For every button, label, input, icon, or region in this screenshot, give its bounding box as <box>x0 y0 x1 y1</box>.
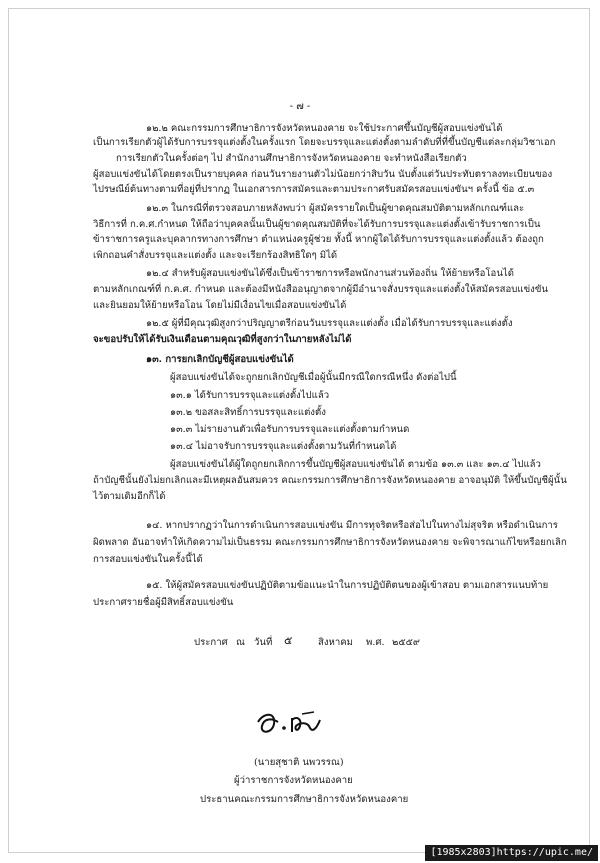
paragraph-line: ถ้าบัญชีนั้นยังไม่ยกเลิกและมีเหตุผลอันสมควร คณะกรรมการศึกษาธิการจังหวัดหนองคาย อาจอนุมัติ ให้ขึ้นบัญชีผู้นั้น <box>93 475 567 486</box>
announce-at: ณ <box>236 637 245 648</box>
paragraph-line: ๑๒.๒ คณะกรรมการศึกษาธิการจังหวัดหนองคาย จะใช้ประกาศขึ้นบัญชีผู้สอบแข่งขันได้ <box>146 123 503 134</box>
paragraph-line: ๑๒.๔ สำหรับผู้สอบแข่งขันได้ซึ่งเป็นข้าราชการหรือพนักงานส่วนท้องถิ่น ให้ย้ายหรือโอนได้ <box>146 268 514 279</box>
handwritten-signature <box>254 708 326 738</box>
paragraph-line: ข้าราชการครูและบุคลากรทางการศึกษา ตำแหน่งครูผู้ช่วย ทั้งนี้ หากผู้ใดได้รับการบรรจุและแต่งตั้งแล้ว ต้องถูก <box>93 234 544 245</box>
paragraph-line: ประกาศรายชื่อผู้มีสิทธิ์สอบแข่งขัน <box>93 597 234 608</box>
paragraph-line: ผิดพลาด อันอาจทำให้เกิดความไม่เป็นธรรม คณะกรรมการศึกษาธิการจังหวัดหนองคาย จะพิจารณาแก้ไขหรือยกเลิก <box>93 537 567 548</box>
signatory-committee-title: ประธานคณะกรรมการศึกษาธิการจังหวัดหนองคาย <box>200 794 409 805</box>
paragraph-line: ผู้สอบแข่งขันได้โดยตรงเป็นรายบุคคล ก่อนวันรายงานตัวไม่น้อยกว่าสิบวัน นับตั้งแต่วันประทับตราลงทะเบียนของ <box>93 169 553 180</box>
paragraph-line: ไปรษณีย์ต้นทางตามที่อยู่ที่ปรากฏ ในเอกสารการสมัครและตามประกาศรับสมัครสอบแข่งขันฯ ครั้งนี้ ข้อ ๕.๓ <box>93 184 535 195</box>
announce-day: ๕ <box>284 634 293 647</box>
paragraph-line: เพิกถอนคำสั่งบรรจุและแต่งตั้ง และจะเรียกร้องสิทธิใดๆ มิได้ <box>93 250 338 261</box>
announce-year-label: พ.ศ. <box>366 637 385 648</box>
paragraph-line-bold: จะขอปรับให้ได้รับเงินเดือนตามคุณวุฒิที่สูงกว่าในภายหลังไม่ได้ <box>93 334 352 345</box>
list-item: ๑๓.๓ ไม่รายงานตัวเพื่อรับการบรรจุและแต่งตั้งตามกำหนด <box>170 424 410 435</box>
section-13-intro: ผู้สอบแข่งขันได้จะถูกยกเลิกบัญชีเมื่อผู้นั้นมีกรณีใดกรณีหนึ่ง ดังต่อไปนี้ <box>170 372 457 383</box>
paragraph-line: ผู้สอบแข่งขันได้ผู้ใดถูกยกเลิกการขึ้นบัญชีผู้สอบแข่งขันได้ ตามข้อ ๑๓.๓ และ ๑๓.๔ ไปแล้ว <box>170 459 541 470</box>
list-item: ๑๓.๑ ได้รับการบรรจุและแต่งตั้งไปแล้ว <box>170 390 330 401</box>
paragraph-line: การสอบแข่งขันในครั้งนี้ได้ <box>93 554 203 565</box>
announce-day-label: วันที่ <box>254 637 273 648</box>
paragraph-line: ๑๔. หากปรากฏว่าในการดำเนินการสอบแข่งขัน มีการทุจริตหรือส่อไปในทางไม่สุจริต หรือดำเนินการ <box>146 520 558 531</box>
announce-year: ๒๕๕๙ <box>392 637 420 648</box>
document-page <box>22 22 578 842</box>
paragraph-line: ตามหลักเกณฑ์ที่ ก.ค.ศ. กำหนด และต้องมีหนังสืออนุญาตจากผู้มีอำนาจสั่งบรรจุและแต่งตั้งให้สมัครสอบแข่งขัน <box>93 284 548 295</box>
paragraph-line: ไว้ตามเดิมอีกก็ได้ <box>93 491 166 502</box>
paragraph-line: ๑๒.๕ ผู้ที่มีคุณวุฒิสูงกว่าปริญญาตรีก่อนวันบรรจุและแต่งตั้ง เมื่อได้รับการบรรจุและแต่งตั้ง <box>146 318 513 329</box>
signatory-title: ผู้ว่าราชการจังหวัดหนองคาย <box>234 775 353 786</box>
paragraph-line: ๑๒.๓ ในกรณีที่ตรวจสอบภายหลังพบว่า ผู้สมัครรายใดเป็นผู้ขาดคุณสมบัติตามหลักเกณฑ์และ <box>146 203 525 214</box>
signatory-name: (นายสุชาติ นพวรรณ) <box>254 757 344 768</box>
page-number: - ๗ - <box>289 101 311 112</box>
paragraph-line: การเรียกตัวในครั้งต่อๆ ไป สำนักงานศึกษาธิการจังหวัดหนองคาย จะทำหนังสือเรียกตัว <box>116 153 467 164</box>
paragraph-line: เป็นการเรียกตัวผู้ได้รับการบรรจุแต่งตั้งในครั้งแรก โดยจะบรรจุและแต่งตั้งตามลำดับที่ที่ขึ้นบัญชีแต่ละกลุ่มวิชาเอก <box>93 137 556 148</box>
paragraph-line: วิธีการที่ ก.ค.ศ.กำหนด ให้ถือว่าบุคคลนั้นเป็นผู้ขาดคุณสมบัติที่จะได้รับการบรรจุและแต่งตั้งเข้ารับราชการเป็น <box>93 219 541 230</box>
list-item: ๑๓.๒ ขอสละสิทธิ์การบรรจุและแต่งตั้ง <box>170 407 326 418</box>
section-13-heading: ๑๓. การยกเลิกบัญชีผู้สอบแข่งขันได้ <box>146 354 294 365</box>
announce-month: สิงหาคม <box>318 637 353 648</box>
announce-label: ประกาศ <box>194 637 228 648</box>
list-item: ๑๓.๔ ไม่อาจรับการบรรจุและแต่งตั้งตามวันที่กำหนดได้ <box>170 441 397 452</box>
paragraph-line: และยินยอมให้ย้ายหรือโอน โดยไม่มีเงื่อนไขเมื่อสอบแข่งขันได้ <box>93 300 347 311</box>
source-watermark: [1985x2803]https://upic.me/ <box>425 845 598 861</box>
paragraph-line: ๑๕. ให้ผู้สมัครสอบแข่งขันปฏิบัติตามข้อแนะนำในการปฏิบัติตนของผู้เข้าสอบ ตามเอกสารแนบท้าย <box>146 580 549 591</box>
